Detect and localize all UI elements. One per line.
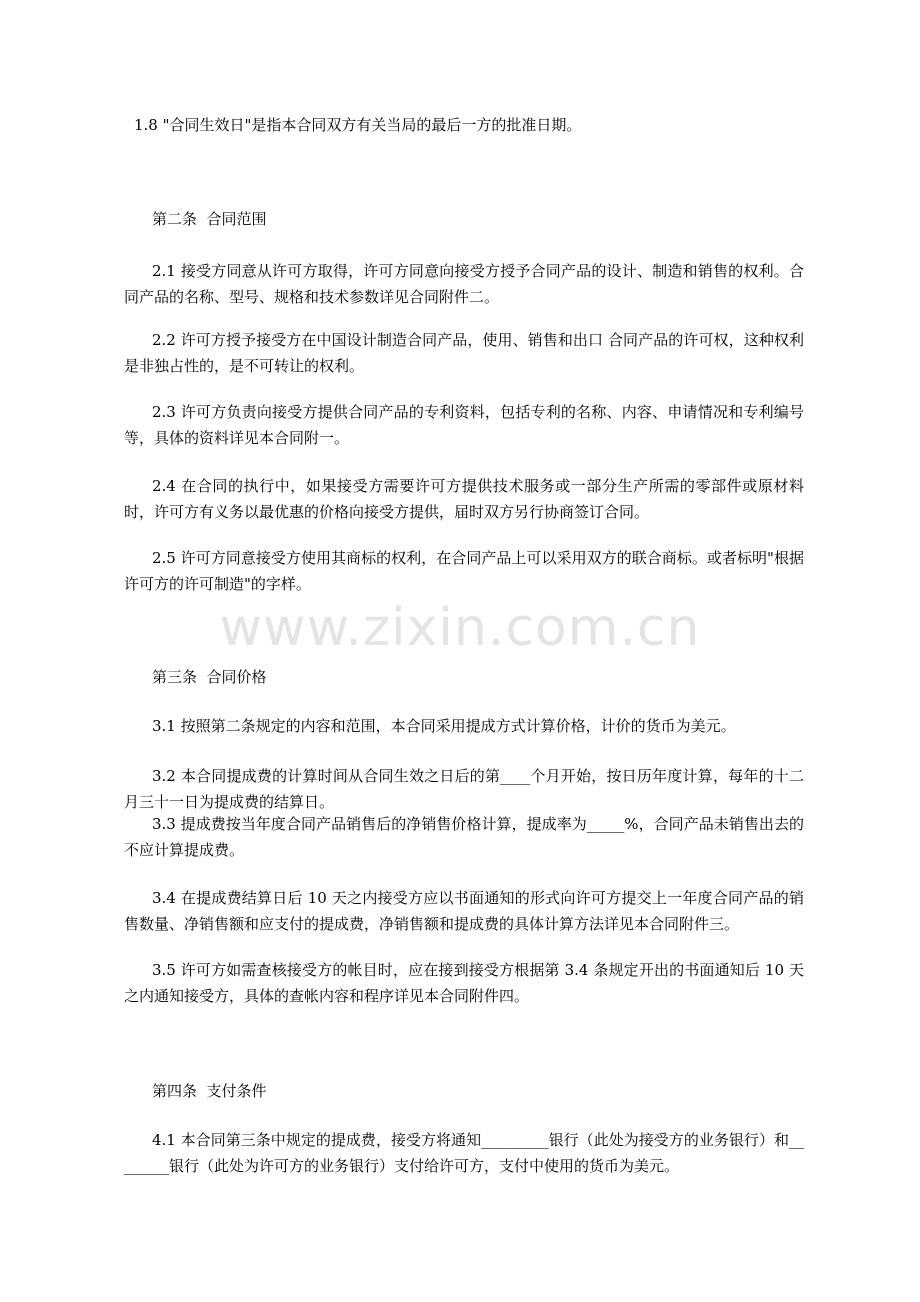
clause-2-2: 2.2 许可方授予接受方在中国设计制造合同产品，使用、销售和出口 合同产品的许可权，这种权利是非独占性的，是不可转让的权利。: [124, 331, 804, 375]
clause-2-5: 2.5 许可方同意接受方使用其商标的权利，在合同产品上可以采用双方的联合商标。或者标明"根据许可方的许可制造"的字样。: [124, 549, 804, 593]
watermark: www.zixin.com.cn: [219, 598, 701, 658]
clause-2-1: 2.1 接受方同意从许可方取得，许可方同意向接受方授予合同产品的设计、制造和销售的权利。合同产品的名称、型号、规格和技术参数详见合同附件二。: [124, 262, 804, 306]
article-2-heading: 第二条 合同范围: [152, 210, 267, 228]
clause-3-2: 3.2 本合同提成费的计算时间从合同生效之日后的第____个月开始，按日历年度计算，每年的十二月三十一日为提成费的结算日。: [124, 767, 804, 811]
article-3-heading: 第三条 合同价格: [152, 668, 267, 686]
clause-2-3: 2.3 许可方负责向接受方提供合同产品的专利资料，包括专利的名称、内容、申请情况和专利编号等，具体的资料详见本合同附一。: [124, 403, 804, 447]
clause-3-4: 3.4 在提成费结算日后 10 天之内接受方应以书面通知的形式向许可方提交上一年度合同产品的销售数量、净销售额和应支付的提成费，净销售额和提成费的具体计算方法详见本合同附件三。: [124, 889, 804, 933]
article-4-heading: 第四条 支付条件: [152, 1082, 267, 1100]
clause-3-5: 3.5 许可方如需查核接受方的帐目时，应在接到接受方根据第 3.4 条规定开出的书面通知后 10 天之内通知接受方，具体的查帐内容和程序详见本合同附件四。: [124, 961, 804, 1005]
clause-2-4: 2.4 在合同的执行中，如果接受方需要许可方提供技术服务或一部分生产所需的零部件或原材料时，许可方有义务以最优惠的价格向接受方提供，届时双方另行协商签订合同。: [124, 477, 804, 521]
clause-3-1: 3.1 按照第二条规定的内容和范围，本合同采用提成方式计算价格，计价的货币为美元。: [152, 717, 736, 735]
clause-3-3: 3.3 提成费按当年度合同产品销售后的净销售价格计算，提成率为_____%，合同产品未销售出去的不应计算提成费。: [124, 815, 804, 859]
clause-4-1: 4.1 本合同第三条中规定的提成费，接受方将通知_________银行（此处为接受方的业务银行）和________银行（此处为许可方的业务银行）支付给许可方，支付中使用的货币为美元。: [124, 1131, 804, 1175]
clause-1-8: 1.8 "合同生效日"是指本合同双方有关当局的最后一方的批准日期。: [134, 116, 582, 134]
